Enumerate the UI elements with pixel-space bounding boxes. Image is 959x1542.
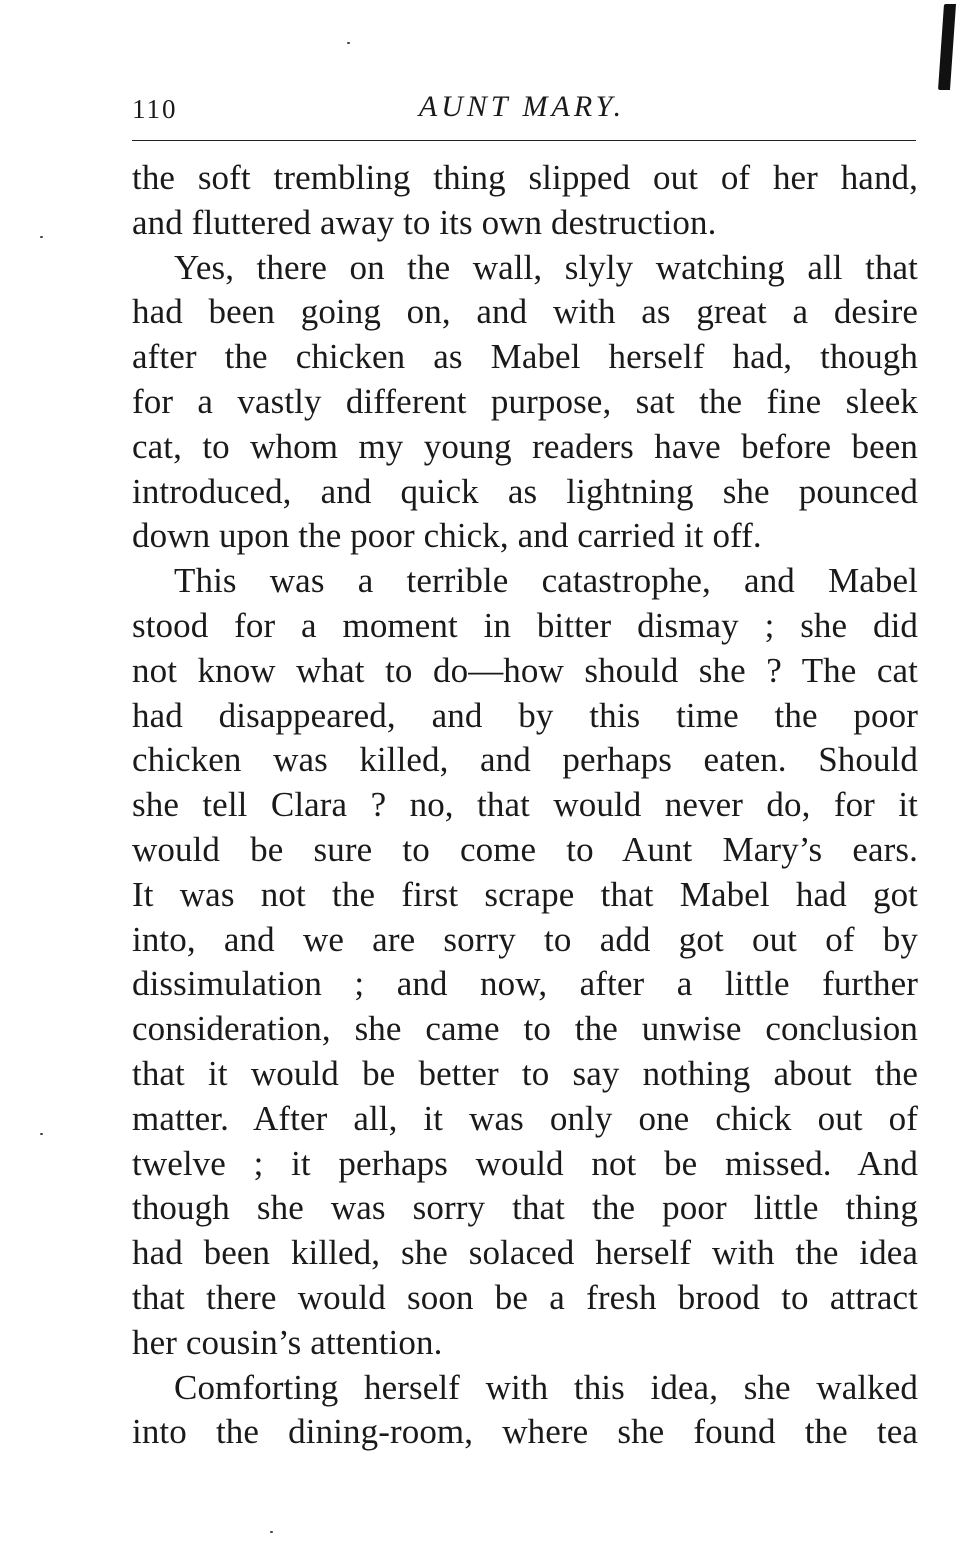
- text-line: had been killed, she solaced herself with the idea: [132, 1233, 918, 1273]
- text-line: the soft trembling thing slipped out of her hand,: [132, 158, 918, 197]
- text-line: would be sure to come to Aunt Mary’s ears.: [132, 829, 918, 869]
- text-line: dissimulation ; and now, after a little further: [132, 964, 918, 1004]
- text-line: It was not the first scrape that Mabel had got: [132, 874, 918, 914]
- header-rule: [132, 140, 916, 141]
- text-line: Yes, there on the wall, slyly watching all that: [174, 247, 918, 287]
- text-line: into the dining-room, where she found the tea: [132, 1412, 918, 1452]
- text-line: not know what to do—how should she ? The cat: [132, 650, 918, 690]
- text-line: had disappeared, and by this time the poor: [132, 695, 918, 735]
- text-line: she tell Clara ? no, that would never do, for it: [132, 785, 918, 825]
- text-line: that it would be better to say nothing about the: [132, 1053, 918, 1093]
- ink-speck: [40, 236, 43, 238]
- text-line: chicken was killed, and perhaps eaten. Should: [132, 740, 918, 780]
- body-text: [132, 156, 918, 1455]
- text-line: after the chicken as Mabel herself had, though: [132, 337, 918, 377]
- page-number: 110: [132, 94, 178, 124]
- page-edge-mark: [938, 4, 956, 90]
- text-line: twelve ; it perhaps would not be missed. And: [132, 1143, 918, 1183]
- text-line: consideration, she came to the unwise conclusion: [132, 1009, 918, 1049]
- running-title: AUNT MARY.: [418, 90, 626, 123]
- page-header: [132, 90, 916, 140]
- text-line: stood for a moment in bitter dismay ; she did: [132, 605, 918, 645]
- text-line: into, and we are sorry to add got out of by: [132, 919, 918, 959]
- text-line: down upon the poor chick, and carried it off.: [132, 516, 762, 556]
- text-line: that there would soon be a fresh brood to attract: [132, 1277, 918, 1317]
- text-line: Comforting herself with this idea, she walked: [174, 1367, 918, 1407]
- ink-speck: [347, 42, 350, 44]
- text-line: and fluttered away to its own destruction.: [132, 202, 717, 242]
- ink-speck: [40, 1133, 43, 1135]
- text-line: for a vastly different purpose, sat the fine sleek: [132, 381, 918, 421]
- text-line: had been going on, and with as great a desire: [132, 292, 918, 332]
- text-line: cat, to whom my young readers have before been: [132, 426, 918, 466]
- text-line: introduced, and quick as lightning she pounced: [132, 471, 918, 511]
- text-line: though she was sorry that the poor little thing: [132, 1188, 918, 1228]
- text-line: her cousin’s attention.: [132, 1322, 443, 1362]
- text-line: matter. After all, it was only one chick out of: [132, 1098, 918, 1138]
- ink-speck: [270, 1531, 273, 1533]
- text-line: This was a terrible catastrophe, and Mabel: [174, 561, 918, 601]
